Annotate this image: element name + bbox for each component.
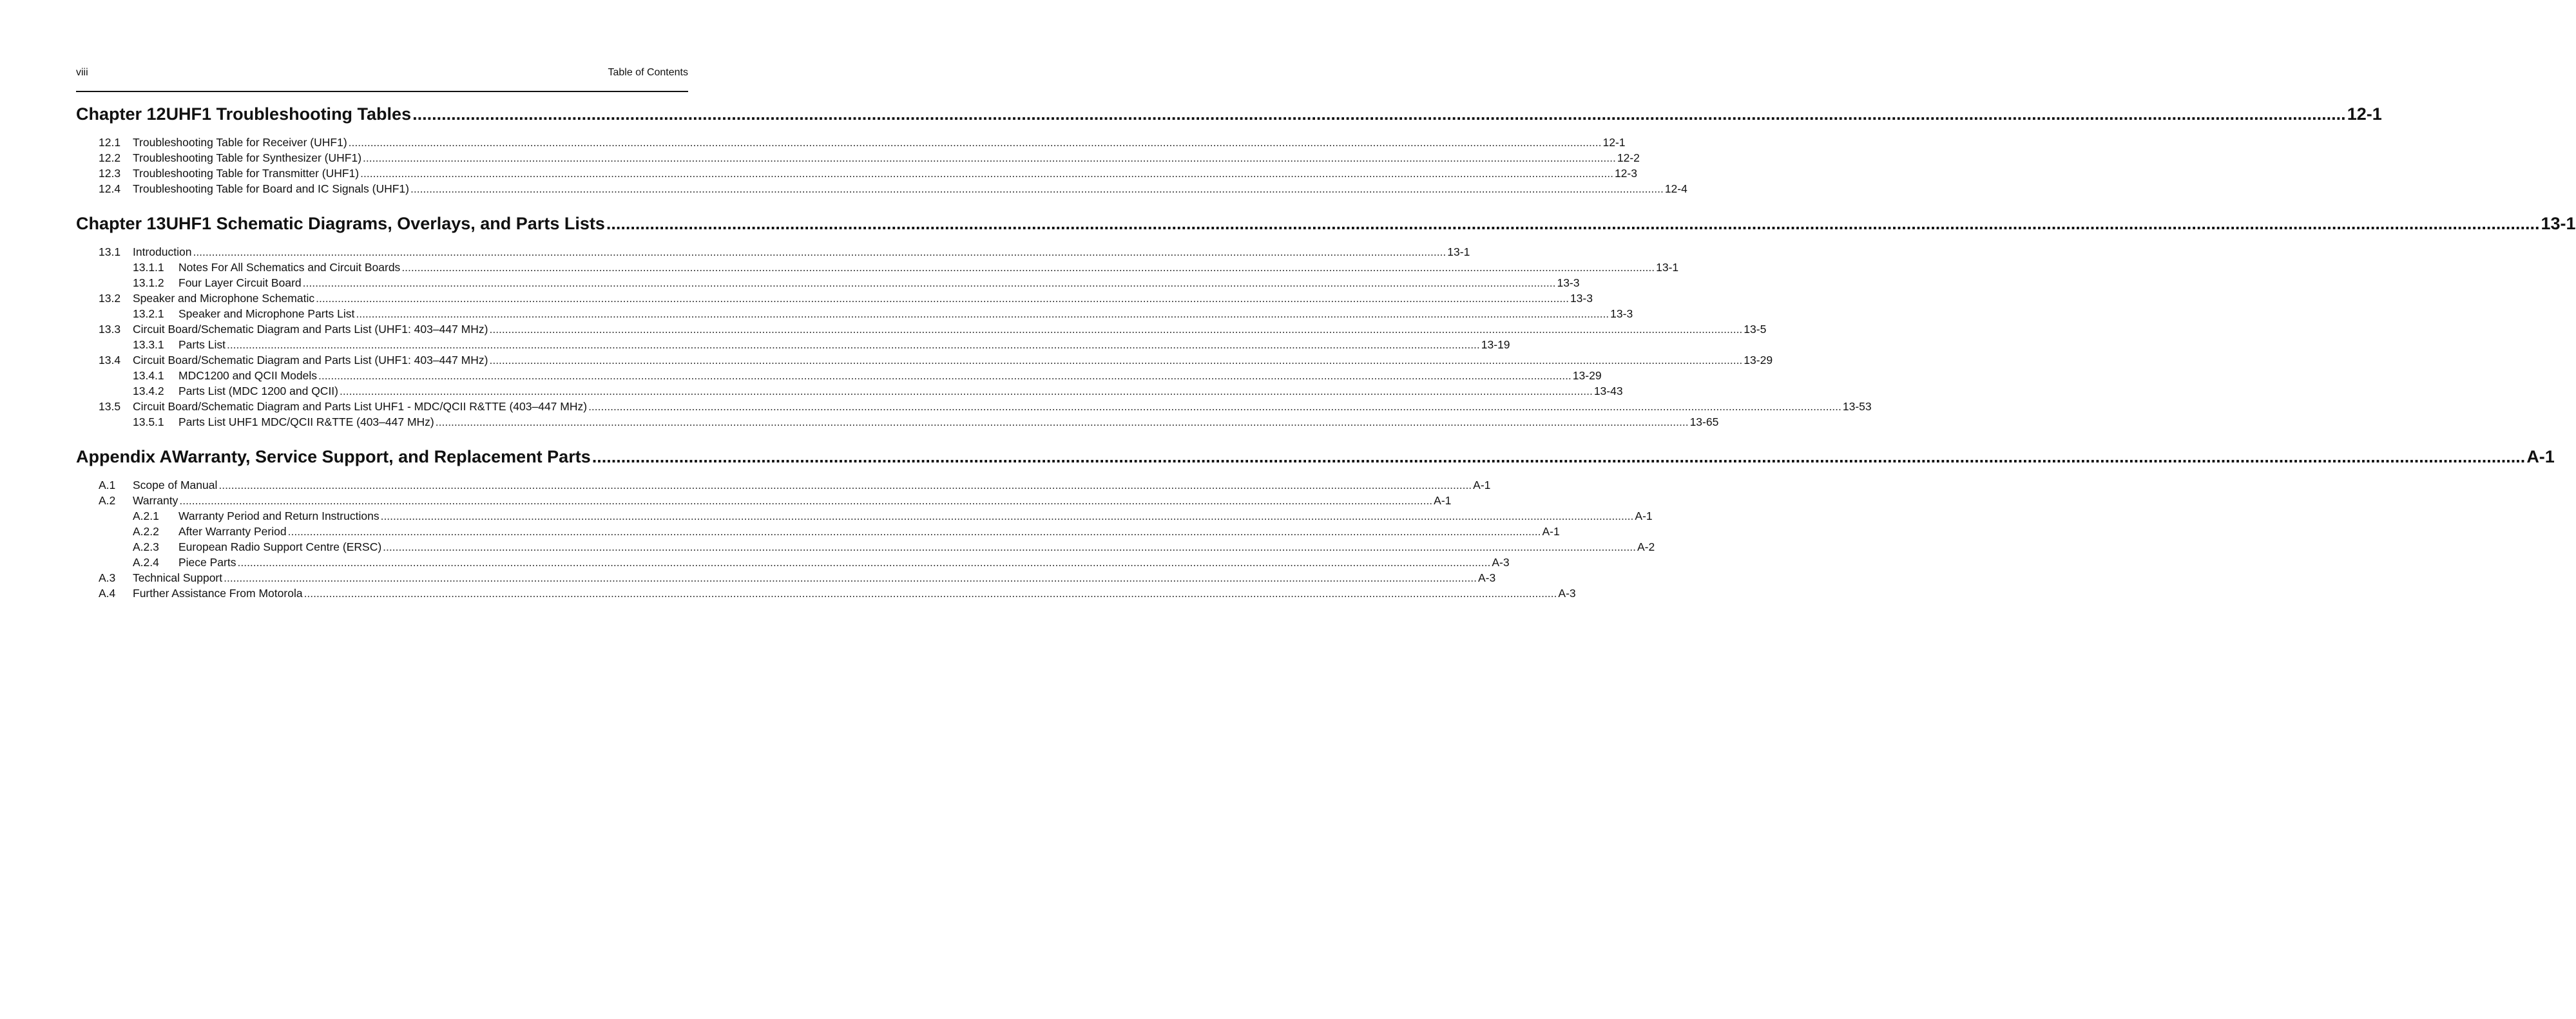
entry-title: Scope of Manual [133, 479, 218, 491]
entry-title: Four Layer Circuit Board [178, 276, 302, 289]
entry-title: Parts List UHF1 MDC/QCII R&TTE (403–447 MHz) [178, 415, 434, 428]
dot-leader: ................................................................................................................................................................................................................................................................................................................................................................................................................ [383, 540, 1636, 553]
toc-chapter-heading[interactable] [76, 100, 2382, 128]
entry-title: After Warranty Period [178, 525, 287, 538]
toc-entry[interactable] [76, 181, 1687, 196]
toc-entry[interactable] [76, 586, 1576, 601]
dot-leader: ................................................................................................................................................................................................................................................................................................................................................................................................................ [410, 182, 1664, 195]
toc-chapter-heading[interactable] [76, 443, 2555, 471]
toc-entry[interactable] [76, 290, 1593, 306]
entry-title: Troubleshooting Table for Receiver (UHF1) [133, 136, 347, 149]
entry-title: Speaker and Microphone Parts List [178, 307, 355, 320]
toc-entry-list [76, 135, 1687, 196]
entry-number: 13.3 [99, 323, 121, 336]
entry-page: 12-3 [1614, 167, 1637, 180]
entry-number: A.3 [99, 571, 116, 584]
dot-leader: ................................................................................................................................................................................................................................................................................................................................................................................................................ [401, 261, 1655, 274]
toc-entry[interactable] [76, 321, 1767, 337]
entry-number: 13.1 [99, 245, 121, 258]
dot-leader: ................................................................................................................................................................................................................................................................................................................................................................................................................ [340, 385, 1593, 397]
entry-number: A.2.2 [133, 525, 159, 538]
toc-chapter-heading[interactable] [76, 209, 2576, 238]
entry-page: A-1 [1542, 525, 1560, 538]
entry-page: A-2 [1637, 540, 1655, 553]
dot-leader: ................................................................................................................................................................................................................................................................................................................................................................................................................ [489, 354, 1743, 367]
entry-page: 13-3 [1557, 276, 1580, 289]
toc-entry[interactable] [76, 150, 1640, 166]
entry-title: Troubleshooting Table for Synthesizer (UHF1) [133, 151, 362, 164]
dot-leader: ................................................................................................................................................................................................................................................................................................................................................................................................................ [237, 556, 1491, 569]
entry-number: A.4 [99, 587, 116, 600]
dot-leader: ................................................................................................................................................................................................................................................................................................................................................................................................................ [287, 525, 1541, 538]
entry-page: 13-1 [1447, 245, 1470, 258]
entry-page: 12-4 [1664, 182, 1687, 195]
toc-entry[interactable] [76, 508, 1653, 524]
dot-leader: ................................................................................................................................................................................................................................................................................................................................................................................................................ [348, 136, 1602, 149]
entry-page: 13-29 [1572, 369, 1602, 382]
dot-leader: ................................................................................................................................................................................................................................................................................................................................................................................................................ [435, 415, 1689, 428]
dot-leader: ................................................................................................................................................................................................................................................................................................................................................................................................................ [606, 214, 2540, 233]
entry-page: 12-1 [1602, 136, 1626, 149]
entry-page: A-3 [1477, 571, 1496, 584]
entry-title: Further Assistance From Motorola [133, 587, 303, 600]
entry-number: A.1 [99, 479, 116, 491]
chapter-label: Chapter 13 [76, 214, 166, 233]
entry-title: Warranty Period and Return Instructions [178, 510, 380, 522]
entry-page: 13-65 [1689, 415, 1719, 428]
entry-title: Circuit Board/Schematic Diagram and Parts List (UHF1: 403–447 MHz) [133, 354, 488, 367]
entry-page: A-1 [1473, 479, 1491, 491]
chapter-title: Warranty, Service Support, and Replacement Parts [172, 447, 591, 466]
toc-entry[interactable] [76, 493, 1452, 508]
dot-leader: ................................................................................................................................................................................................................................................................................................................................................................................................................ [489, 323, 1743, 336]
entry-title: Piece Parts [178, 556, 236, 569]
toc-entry-list [76, 477, 1655, 601]
entry-title: Technical Support [133, 571, 223, 584]
entry-number: A.2.1 [133, 510, 159, 522]
entry-title: Circuit Board/Schematic Diagram and Parts List UHF1 - MDC/QCII R&TTE (403–447 MHz) [133, 400, 588, 413]
entry-page: 13-1 [1656, 261, 1679, 274]
entry-number: 13.4.2 [133, 385, 164, 397]
dot-leader: ................................................................................................................................................................................................................................................................................................................................................................................................................ [316, 292, 1569, 305]
entry-number: 12.2 [99, 151, 121, 164]
entry-number: 13.1.2 [133, 276, 164, 289]
entry-title: Parts List [178, 338, 226, 351]
dot-leader: ................................................................................................................................................................................................................................................................................................................................................................................................................ [380, 510, 1634, 522]
entry-title: Introduction [133, 245, 192, 258]
toc [76, 100, 2576, 601]
toc-entry[interactable] [76, 166, 1637, 181]
entry-number: A.2 [99, 494, 116, 507]
dot-leader: ................................................................................................................................................................................................................................................................................................................................................................................................................ [302, 276, 1556, 289]
toc-entry[interactable] [76, 477, 1491, 493]
toc-entry[interactable] [76, 260, 1679, 275]
entry-page: A-1 [1434, 494, 1452, 507]
toc-entry-list [76, 244, 1872, 430]
chapter-label: Chapter 12 [76, 104, 166, 124]
entry-title: Troubleshooting Table for Board and IC Signals (UHF1) [133, 182, 409, 195]
toc-entry[interactable] [76, 524, 1560, 539]
entry-number: 12.1 [99, 136, 121, 149]
entry-title: Troubleshooting Table for Transmitter (UHF1) [133, 167, 360, 180]
entry-title: Parts List (MDC 1200 and QCII) [178, 385, 338, 397]
entry-number: 13.2 [99, 292, 121, 305]
entry-title: MDC1200 and QCII Models [178, 369, 317, 382]
toc-entry[interactable] [76, 383, 1623, 399]
running-title: Table of Contents [608, 67, 688, 78]
chapter-title: UHF1 Troubleshooting Tables [166, 104, 412, 124]
page-number: viii [76, 67, 88, 78]
entry-number: 12.4 [99, 182, 121, 195]
dot-leader: ................................................................................................................................................................................................................................................................................................................................................................................................................ [412, 104, 2346, 124]
entry-page: 13-53 [1842, 400, 1872, 413]
toc-entry[interactable] [76, 414, 1719, 430]
toc-entry[interactable] [76, 399, 1872, 414]
entry-number: 13.2.1 [133, 307, 164, 320]
entry-page: 13-43 [1593, 385, 1623, 397]
dot-leader: ................................................................................................................................................................................................................................................................................................................................................................................................................ [179, 494, 1433, 507]
entry-page: 13-3 [1610, 307, 1633, 320]
chapter-page: A-1 [2526, 447, 2555, 466]
dot-leader: ................................................................................................................................................................................................................................................................................................................................................................................................................ [363, 151, 1616, 164]
entry-title: Warranty [133, 494, 178, 507]
entry-number: 13.3.1 [133, 338, 164, 351]
entry-number: A.2.4 [133, 556, 159, 569]
entry-page: 13-3 [1570, 292, 1593, 305]
toc-entry[interactable] [76, 135, 1626, 150]
dot-leader: ................................................................................................................................................................................................................................................................................................................................................................................................................ [591, 447, 2526, 466]
entry-number: A.2.3 [133, 540, 159, 553]
entry-number: 12.3 [99, 167, 121, 180]
entry-page: 13-29 [1744, 354, 1773, 367]
dot-leader: ................................................................................................................................................................................................................................................................................................................................................................................................................ [193, 245, 1447, 258]
dot-leader: ................................................................................................................................................................................................................................................................................................................................................................................................................ [360, 167, 1613, 180]
toc-entry[interactable] [76, 337, 1510, 352]
toc-entry[interactable] [76, 570, 1496, 586]
chapter-page: 12-1 [2347, 104, 2382, 124]
entry-page: A-1 [1635, 510, 1653, 522]
dot-leader: ................................................................................................................................................................................................................................................................................................................................................................................................................ [588, 400, 1841, 413]
dot-leader: ................................................................................................................................................................................................................................................................................................................................................................................................................ [356, 307, 1610, 320]
toc-entry[interactable] [76, 539, 1655, 555]
chapter-page: 13-1 [2541, 214, 2576, 233]
entry-page: 13-5 [1744, 323, 1767, 336]
entry-page: A-3 [1558, 587, 1576, 600]
entry-number: 13.1.1 [133, 261, 164, 274]
chapter-title: UHF1 Schematic Diagrams, Overlays, and Parts Lists [166, 214, 605, 233]
toc-entry[interactable] [76, 555, 1510, 570]
entry-number: 13.5 [99, 400, 121, 413]
dot-leader: ................................................................................................................................................................................................................................................................................................................................................................................................................ [224, 571, 1477, 584]
toc-entry[interactable] [76, 352, 1773, 368]
entry-title: European Radio Support Centre (ERSC) [178, 540, 382, 553]
entry-title: Circuit Board/Schematic Diagram and Parts List (UHF1: 403–447 MHz) [133, 323, 488, 336]
entry-page: 13-19 [1481, 338, 1510, 351]
entry-page: 12-2 [1617, 151, 1640, 164]
entry-title: Notes For All Schematics and Circuit Boards [178, 261, 401, 274]
dot-leader: ................................................................................................................................................................................................................................................................................................................................................................................................................ [218, 479, 1472, 491]
dot-leader: ................................................................................................................................................................................................................................................................................................................................................................................................................ [318, 369, 1572, 382]
entry-number: 13.4 [99, 354, 121, 367]
dot-leader: ................................................................................................................................................................................................................................................................................................................................................................................................................ [226, 338, 1480, 351]
entry-page: A-3 [1492, 556, 1510, 569]
toc-entry[interactable] [76, 244, 1470, 260]
entry-number: 13.5.1 [133, 415, 164, 428]
chapter-label: Appendix A [76, 447, 173, 466]
toc-entry[interactable] [76, 368, 1602, 383]
dot-leader: ................................................................................................................................................................................................................................................................................................................................................................................................................ [303, 587, 1557, 600]
toc-entry[interactable] [76, 306, 1633, 321]
entry-number: 13.4.1 [133, 369, 164, 382]
page-header [76, 67, 688, 92]
toc-entry[interactable] [76, 275, 1580, 290]
entry-title: Speaker and Microphone Schematic [133, 292, 315, 305]
